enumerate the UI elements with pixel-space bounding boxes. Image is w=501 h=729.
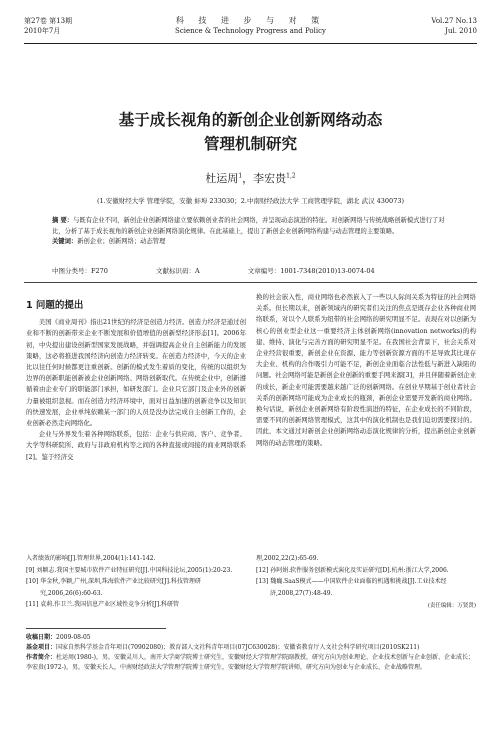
volume-en: Vol.27 No.13 — [431, 17, 477, 25]
abstract-block — [52, 216, 449, 248]
author-2-affil: 1,2 — [286, 172, 296, 180]
article-title — [40, 108, 461, 156]
author-1: 杜运周 — [205, 172, 239, 185]
section-heading: 1 问题的提出 — [26, 300, 84, 311]
paragraph-1: 美国《商业周刊》指出21世纪的经济是创造力经济。创造力经济是通过创业和不断的创新带来企业不断发展和价值增值的创新型经济形态[1]。2006年初，中央提出建设创新型国家发展战略，并强调提高企业自主创新能力的发展策略，这必将推进我国经济向创造力经济转变。在创造力经济中，今天的企业比以往任何时候都更注重创新。创新的模式发生着质的变化，传统的以组织为边界的创新职能创新被企业创新网络、网络创新取代。在传统企业中，创新遵循着由企业专门的职能部门承担，如研发部门。企业只它部门及企业外的创新力量被组织忽视。而在创造力经济环境中，面对日益加速的创新竞争以及知识的快速发展，企业单纯依赖某一部门的人员是没办法完成自主创新工作的，企业创新必然走向网络化。 — [26, 318, 246, 428]
keywords — [52, 237, 449, 248]
body-column-left — [26, 292, 246, 463]
author-1-affil: 1 — [238, 172, 243, 180]
clc-number: 中图分类号：F270 — [52, 267, 108, 275]
date-en: Jul. 2010 — [445, 27, 477, 35]
abstract — [52, 216, 449, 237]
date-cn: 2010年7月 — [24, 27, 61, 35]
title-line-1: 基于成长视角的新创企业创新网络动态 — [118, 111, 383, 129]
reference-item: [9] 刘颖志.我国主要城市软件产业特征研究[J].中国科技论坛,2005(1):20-23. — [26, 566, 233, 574]
author-line — [0, 170, 501, 186]
reference-item: 理,2002,22(2):65-69. — [256, 555, 319, 562]
body-column-right — [256, 292, 476, 449]
author-separator: ， — [242, 172, 254, 185]
keywords-label: 关键词： — [52, 238, 78, 245]
journal-name-en: Science & Technology Progress and Policy — [175, 27, 326, 35]
keywords-text: 新创企业；创新网络；动态管理 — [77, 238, 166, 245]
abstract-text: 与既有企业不同，新创企业创新网络建立要依赖创业者的社会网络，并呈现动态演进的特征。对创新网络与传统战略创新模式进行了对比，分析了基于成长视角的新创企业创新网络演化规律。在此基础上，提出了新创企业创新网络构建与动态管理的主要策略。 — [52, 217, 445, 235]
abstract-label: 摘 要： — [52, 217, 74, 224]
journal-header — [24, 16, 477, 44]
document-code: 文献标识码：A — [156, 267, 200, 275]
title-line-2: 管理机制研究 — [203, 135, 297, 153]
volume-cn: 第27卷 第13期 — [24, 17, 73, 25]
header-right — [431, 16, 477, 36]
author-bio: 作者简介：杜运周(1980-)，男，安徽灵川人，南开大学商学院博士研究生，安徽财经大学管理学院副教授，研究方向为创业理论、企业技术创新与企业创新、企业成长；李宏贵(1972-)，男，安徽天长人，中南财经政法大学管理学院博士研究生，安徽财经大学管理学院讲师，研究方向为创业与企业成长、企业战略管理。 — [26, 654, 474, 671]
references-left — [26, 553, 246, 611]
references-right — [256, 553, 476, 613]
footnote — [26, 633, 475, 673]
reference-item: [13] 魏巍.SaaS模式——中国软件企业面临的机遇和挑战[J].工业技术经济,2008,27(7):48-49. — [256, 578, 447, 597]
fund-info: 基金项目：国家自然科学基金青年项目(70902080)；教育部人文社科青年项目(07JC630028)；安徽省教育厅人文社会科学研究项目(2010SK211) — [26, 644, 420, 651]
reference-item: 入者绩效的影响[J].管理世界,2004(1):141-142. — [26, 555, 156, 562]
journal-name-cn: 科 技 进 步 与 对 策 — [175, 16, 326, 25]
affiliation: (1.安徽财经大学 管理学院，安徽 蚌埠 233030；2.中南财经政法大学 工商管理学院，湖北 武汉 430073) — [97, 197, 404, 205]
reference-item: [11] 袁莉.作卫兰.我国信息产业区域性竞争分析[J].科研管 — [26, 601, 180, 608]
divider — [24, 282, 477, 283]
received-date: 收稿日期：2009-08-05 — [26, 634, 91, 641]
classification-line — [52, 266, 449, 275]
paragraph-2: 企业与外界发生着各种网络联系，包括：企业与供应商、客户、竞争者、大学等科研院所、政府与非政府机构等之间的各种直接或间接的商业网络联系[2]。鉴于经济交 — [26, 430, 246, 461]
article-number: 文章编号：1001-7348(2010)13-0074-04 — [247, 267, 375, 275]
paragraph-3: 换的社会嵌入性，商业网络也必然嵌入了一些以人际间关系为特征的社会网络关系。但长期以来，创新领域内的研究者们关注的焦点是既存企业各种商业网络联系，对以个人联系为纽带的社会网络的研究明显不足。表现在对以创新为核心的创业型企业这一重要经济主体创新网络(innovation networks)的构建、维持、演化与完善方面的研究明显不足。在我国社会背景下，社会关系对企业经营很重要，新创企业在资源、能力等创新资源方面的不足导致其比现存大企业、机构的合作吸引力可能不足，新创企业面临合法性低与新进入缺陷的问题。社会网络可能是新创企业创新的重要手网来源[3]，并且伴随着新创企业的成长，新企业可能需要越来越广泛的创新网络。在创业早期基于创业者社会关系的创新网络可能成为企业成长的瓶颈，新创企业需要开发新的商业网络。换句话说，新创企业创新网络有阶段性演进的特征，在企业成长的不同阶段，需要不同的创新网络管理模式，这其中的演化机制也是我们迫切需要探讨的。因此，本文通过对新创企业创新网络动态演化规律的分析，提出新创企业创新网络的动态管理的策略。 — [256, 293, 476, 447]
reference-item: [12] 孙阿娟.软件服务创新模式演化及实证研究[D].杭州:浙江大学,2006. — [256, 566, 449, 574]
editor-note: (责任编辑：万贤贤) — [427, 603, 476, 609]
author-2: 李宏贵 — [253, 172, 287, 185]
footnote-divider — [26, 628, 166, 629]
reference-item: [10] 华金秋,李颖,广州,深圳,珠海软件产业比较研究[J].科技管理研究,2006,26(6):60-63. — [26, 578, 201, 597]
header-center — [24, 16, 477, 36]
